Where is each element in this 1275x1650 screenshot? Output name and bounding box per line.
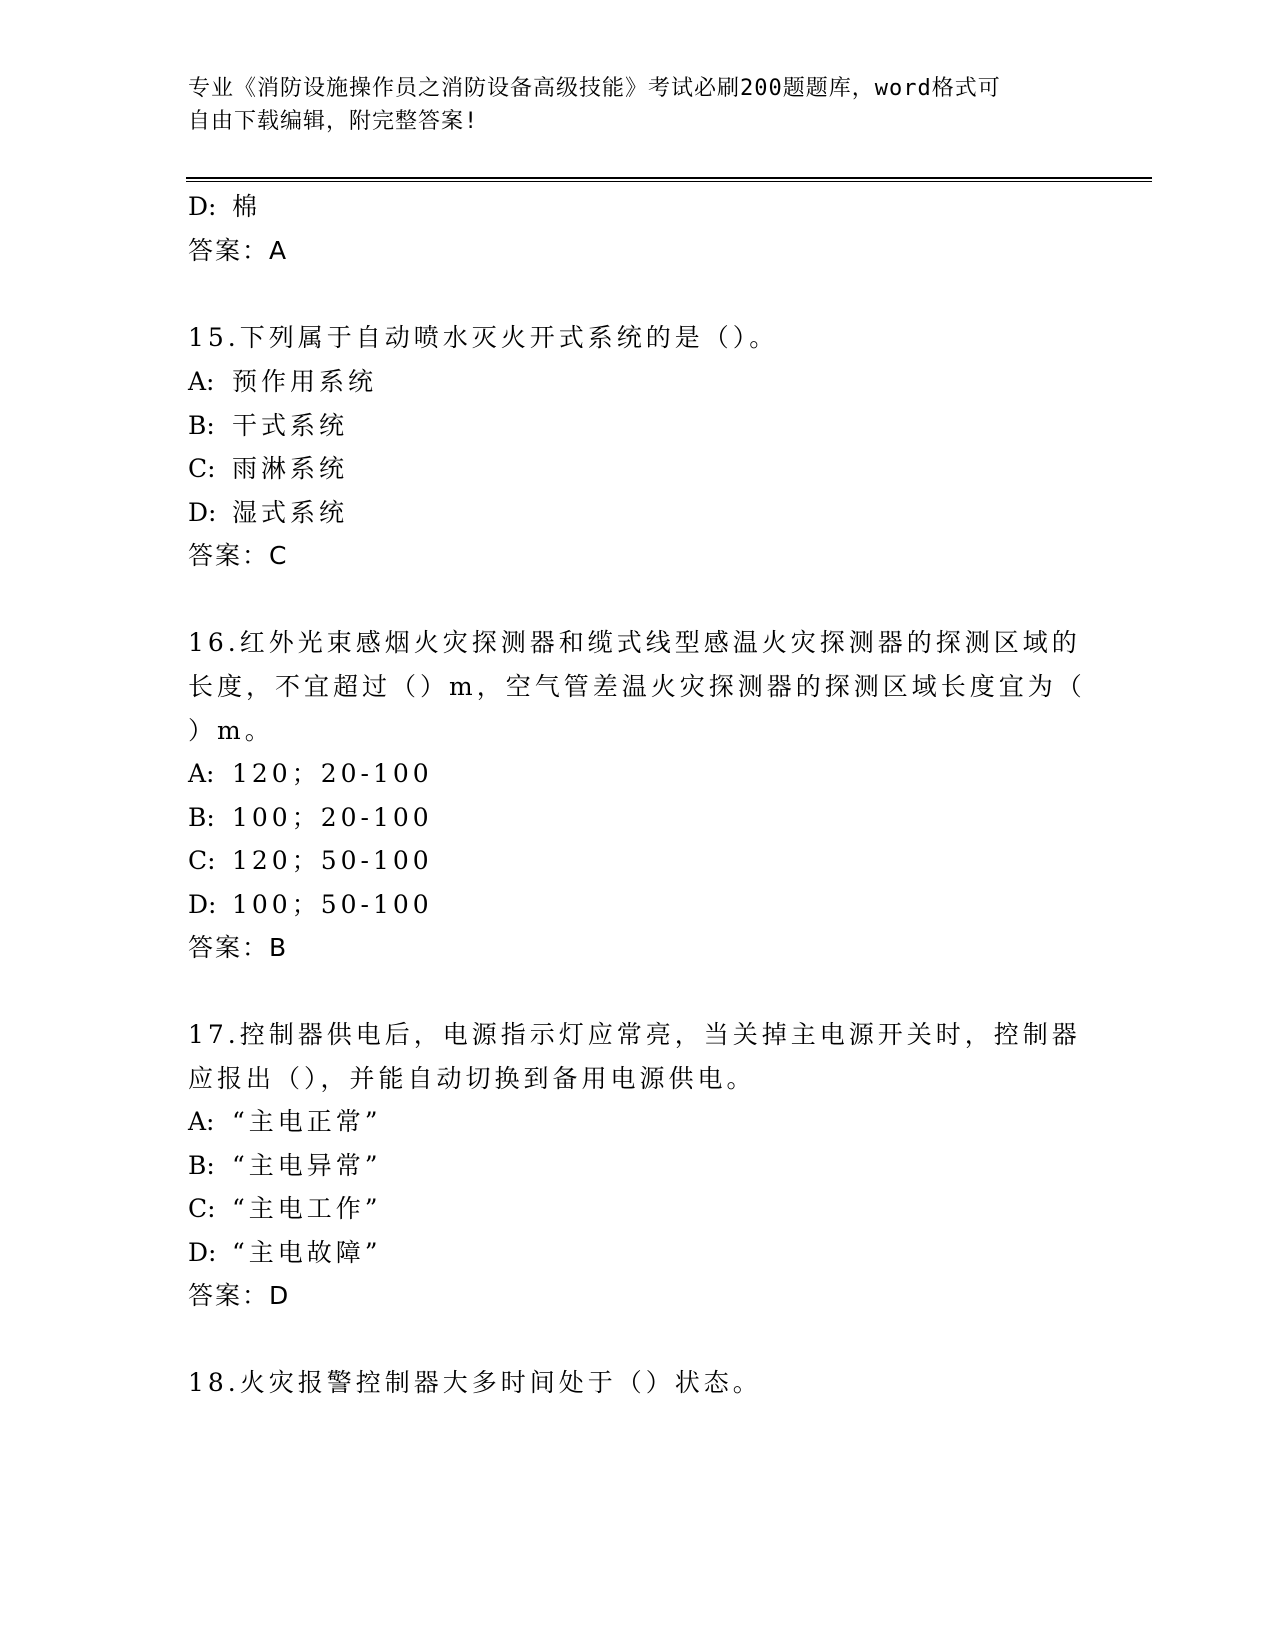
q15-stem: 15.下列属于自动喷水灭火开式系统的是（）。 — [188, 323, 779, 352]
q16-stem-line-3: ）m。 — [188, 716, 274, 745]
q15-option-d — [188, 498, 348, 528]
option-text: 湿式系统 — [232, 498, 349, 527]
option-label: D: — [188, 192, 217, 221]
header-line-2: 自由下载编辑，附完整答案! — [188, 109, 479, 134]
option-label: B: — [188, 411, 215, 440]
q16-answer: 答案：B — [188, 933, 289, 962]
header-line-1: 专业《消防设施操作员之消防设备高级技能》考试必刷200题题库，word格式可 — [188, 76, 1001, 101]
option-text: 120；50-100 — [232, 846, 433, 875]
q16-option-c — [188, 846, 433, 876]
option-label: C: — [188, 1194, 216, 1223]
q15-option-c — [188, 454, 348, 484]
option-text: “主电异常” — [232, 1151, 382, 1180]
option-text: “主电故障” — [232, 1238, 382, 1267]
q17-stem-line-2: 应报出（），并能自动切换到备用电源供电。 — [188, 1064, 756, 1093]
option-text: “主电正常” — [232, 1107, 382, 1136]
prev-option-d — [188, 192, 261, 222]
q16-stem-line-2: 长度，不宜超过（）m，空气管差温火灾探测器的探测区域长度宜为（ — [188, 672, 1086, 701]
q18-stem: 18.火灾报警控制器大多时间处于（）状态。 — [188, 1368, 762, 1397]
option-label: C: — [188, 846, 216, 875]
option-label: D: — [188, 890, 217, 919]
q15-option-b — [188, 411, 348, 441]
q16-option-a — [188, 759, 433, 789]
option-text: 100；20-100 — [232, 803, 433, 832]
option-label: A: — [188, 1107, 215, 1136]
q16-option-d — [188, 890, 433, 920]
q16-option-b — [188, 803, 433, 833]
q17-option-c — [188, 1194, 382, 1224]
option-label: C: — [188, 454, 216, 483]
option-text: 120；20-100 — [232, 759, 433, 788]
option-text: 预作用系统 — [232, 367, 378, 396]
option-label: B: — [188, 803, 215, 832]
option-text: 雨淋系统 — [232, 454, 349, 483]
option-text: “主电工作” — [232, 1194, 382, 1223]
q17-option-d — [188, 1238, 382, 1268]
q17-option-b — [188, 1151, 382, 1181]
option-label: B: — [188, 1151, 215, 1180]
prev-answer: 答案：A — [188, 236, 289, 265]
option-text: 棉 — [232, 192, 262, 221]
q15-option-a — [188, 367, 377, 397]
option-label: D: — [188, 1238, 217, 1267]
q17-stem-line-1: 17.控制器供电后，电源指示灯应常亮，当关掉主电源开关时，控制器 — [188, 1020, 1081, 1049]
option-label: D: — [188, 498, 217, 527]
q17-answer: 答案：D — [188, 1281, 291, 1310]
document-header — [188, 72, 1068, 138]
q17-option-a — [188, 1107, 382, 1137]
option-label: A: — [188, 367, 215, 396]
header-rule-thick — [186, 177, 1152, 179]
option-text: 干式系统 — [232, 411, 349, 440]
option-label: A: — [188, 759, 215, 788]
header-rule-thin — [186, 181, 1152, 182]
q16-stem-line-1: 16.红外光束感烟火灾探测器和缆式线型感温火灾探测器的探测区域的 — [188, 628, 1081, 657]
q15-answer: 答案：C — [188, 541, 289, 570]
option-text: 100；50-100 — [232, 890, 433, 919]
